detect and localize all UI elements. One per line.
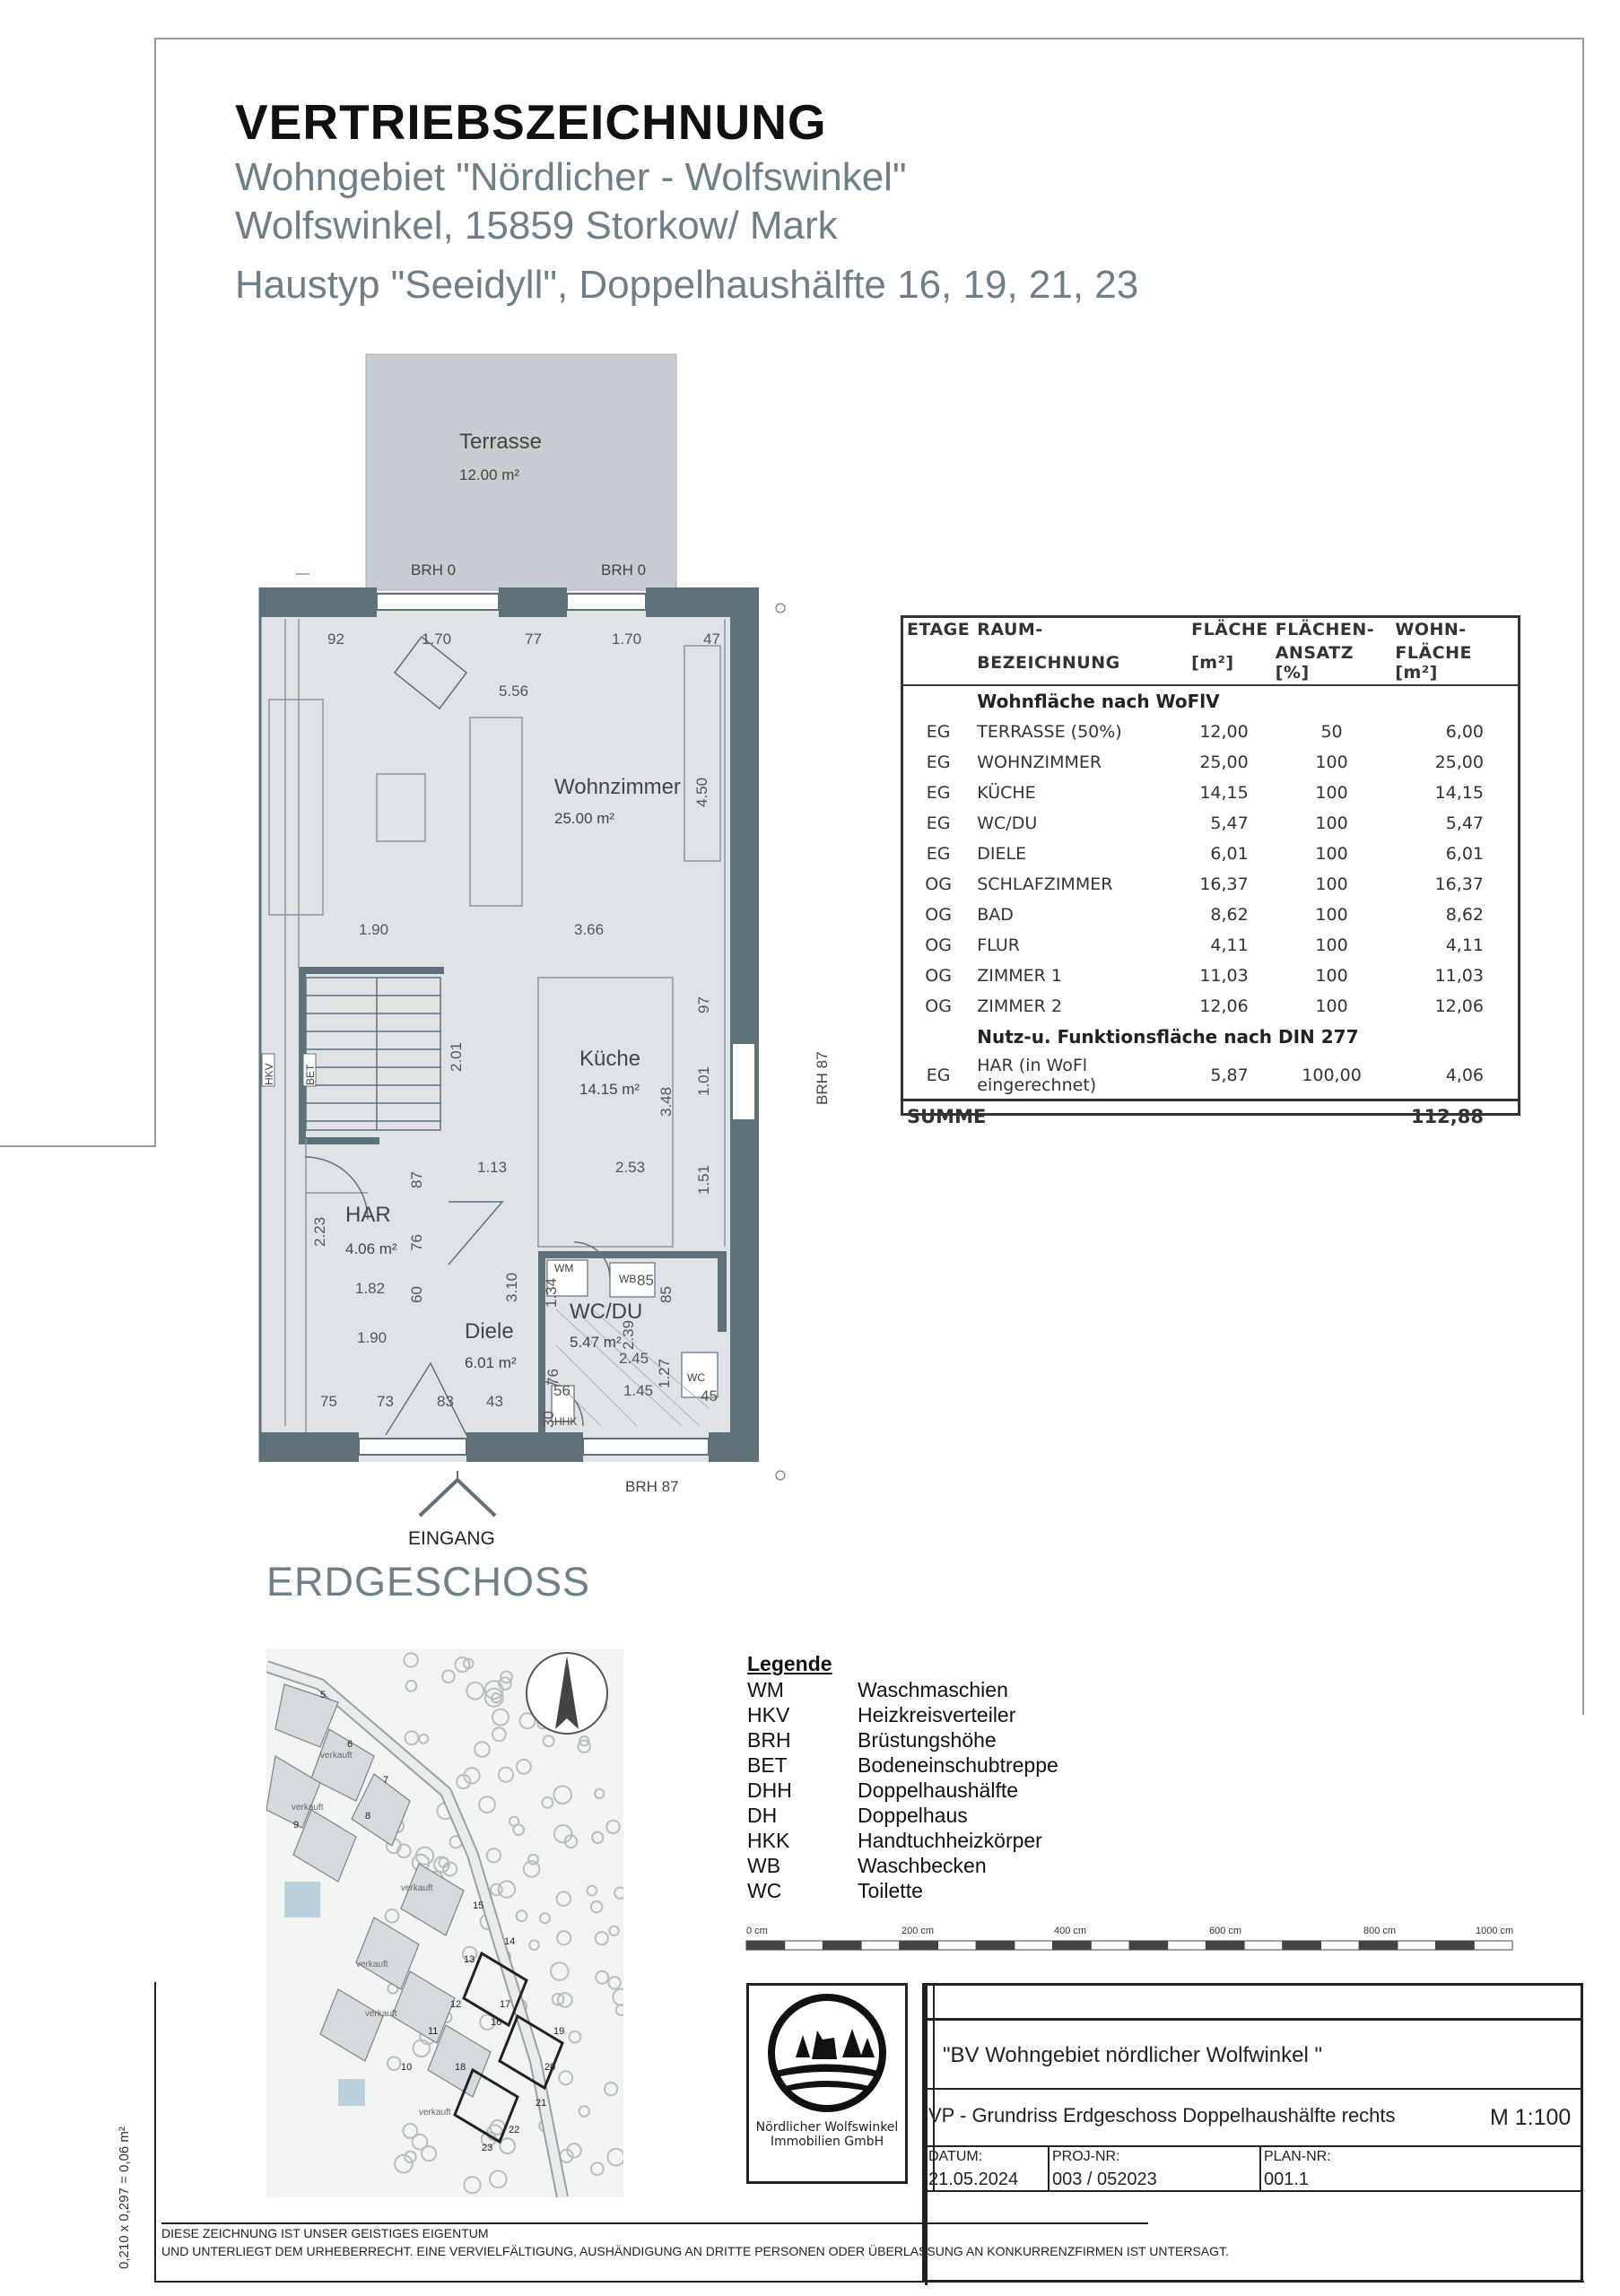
table-row	[903, 717, 1518, 747]
cell-wohn: 25,00	[1434, 752, 1484, 772]
svg-text:73: 73	[377, 1393, 394, 1410]
cell-raum: KÜCHE	[977, 783, 1036, 803]
table-row	[903, 930, 1518, 961]
lot-number: 12	[450, 1999, 462, 2010]
project-name: "BV Wohngebiet nördlicher Wolfwinkel "	[943, 2043, 1323, 2067]
label-hkv: HKV	[263, 1063, 275, 1085]
terrace-area	[366, 354, 676, 590]
room-wohnzimmer: Wohnzimmer	[554, 775, 681, 799]
scale-segment	[1206, 1941, 1244, 1950]
lot-number: 9	[293, 1820, 300, 1831]
cell-raum: BAD	[977, 905, 1014, 925]
table-row: EG HAR (in WoFl eingerechnet) 5,87 100,00 4,06	[926, 1056, 1484, 1095]
cell-flache: 8,62	[1210, 905, 1249, 925]
room-wcdu: WC/DU	[570, 1300, 643, 1324]
scale-segment	[976, 1941, 1015, 1950]
frame-left	[154, 38, 156, 1145]
scale-segment	[861, 1941, 900, 1950]
table-row	[903, 778, 1518, 808]
table-row	[903, 839, 1518, 869]
legend-text: Waschbecken	[858, 1854, 987, 1877]
legend-abbr: HKK	[747, 1829, 790, 1852]
cell-raum: DIELE	[977, 844, 1027, 864]
site-plan	[266, 1648, 623, 2197]
svg-text:verkauft: verkauft	[365, 2009, 397, 2019]
legend-abbr: WM	[747, 1678, 784, 1701]
cell-raum: TERRASSE (50%)	[977, 722, 1122, 742]
svg-text:5.56: 5.56	[499, 683, 529, 700]
cell-ansatz: 100	[1315, 813, 1348, 833]
svg-text:1.13: 1.13	[477, 1159, 508, 1176]
lot-number: 13	[464, 1954, 475, 1965]
svg-text:87: 87	[408, 1171, 425, 1188]
area-wohnzimmer: 25.00 m²	[554, 810, 615, 827]
lot-number: 5	[320, 1690, 327, 1700]
svg-text:45: 45	[701, 1387, 718, 1405]
svg-text:1.51: 1.51	[695, 1164, 712, 1195]
frame-top	[154, 38, 1584, 39]
scale-bar	[745, 1921, 1525, 1966]
svg-text:600 cm: 600 cm	[1209, 1926, 1242, 1936]
lot-number: 16	[491, 2017, 502, 2028]
legend-abbr: HKV	[747, 1703, 790, 1726]
svg-text:400 cm: 400 cm	[1054, 1926, 1087, 1936]
label-bet: BET	[304, 1064, 317, 1085]
cell-flache: 16,37	[1199, 874, 1249, 894]
scale-segment	[1359, 1941, 1398, 1950]
lot-number: 15	[473, 1900, 484, 1911]
cell-flache: 12,00	[1199, 722, 1249, 742]
project-number: 003 / 052023	[1052, 2170, 1157, 2189]
svg-text:verkauft: verkauft	[401, 1883, 433, 1893]
cell-ansatz: 100	[1315, 783, 1348, 803]
cell-ansatz: 100	[1315, 905, 1348, 925]
scale-segment	[746, 1941, 785, 1950]
area-terrasse: 12.00 m²	[459, 466, 520, 483]
svg-text:verkauft: verkauft	[356, 1960, 388, 1970]
svg-text:3.10: 3.10	[503, 1272, 520, 1302]
scale-segment	[1053, 1941, 1092, 1950]
frame-left-stub	[0, 1145, 156, 1147]
lot-number: 19	[553, 2026, 565, 2037]
svg-text:76: 76	[544, 1369, 562, 1386]
room-diele: Diele	[465, 1319, 514, 1344]
lot-number: 17	[500, 1999, 511, 2010]
svg-text:83: 83	[437, 1393, 454, 1410]
label-wc: WC	[687, 1371, 705, 1384]
table-row	[903, 900, 1518, 930]
cell-etage: EG	[926, 752, 951, 772]
table-row	[903, 869, 1518, 900]
subtitle-area: Wohngebiet "Nördlicher - Wolfswinkel"	[235, 155, 907, 199]
date-value: 21.05.2024	[928, 2170, 1019, 2189]
sum-row: SUMME 112,88	[903, 1100, 1518, 1133]
cell-wohn: 4,11	[1445, 935, 1484, 955]
svg-text:0 cm: 0 cm	[746, 1926, 768, 1936]
brh-top-left: BRH 0	[411, 561, 457, 578]
legend-abbr: DHH	[747, 1779, 792, 1802]
table-row	[903, 808, 1518, 839]
room-kueche: Küche	[579, 1047, 641, 1071]
svg-text:92: 92	[327, 631, 344, 648]
logo-line2: Immobilien GmbH	[770, 2135, 884, 2149]
scale-segment	[938, 1941, 977, 1950]
cell-flache: 14,15	[1199, 783, 1249, 803]
legend-text: Waschmaschien	[858, 1678, 1008, 1701]
legend-item	[747, 1753, 1058, 1779]
cell-flache: 25,00	[1199, 752, 1249, 772]
page-title: VERTRIEBSZEICHNUNG	[235, 94, 827, 150]
lot-number: 18	[455, 2062, 466, 2073]
svg-text:1.70: 1.70	[612, 631, 642, 648]
cell-flache: 5,47	[1210, 813, 1249, 833]
svg-text:85: 85	[658, 1286, 675, 1303]
lot-number: 20	[544, 2062, 556, 2073]
cell-wohn: 5,47	[1445, 813, 1484, 833]
entrance-label: EINGANG	[408, 1528, 495, 1549]
svg-text:2.45: 2.45	[619, 1350, 649, 1367]
legend-title: Legende	[747, 1652, 832, 1675]
svg-text:97: 97	[695, 996, 712, 1013]
legend	[747, 1652, 1058, 1904]
drawing-name: VP - Grundriss Erdgeschoss Doppelhaushälfte rechts	[928, 2104, 1396, 2126]
title-block: "BV Wohngebiet nördlicher Wolfwinkel " VP - Grundriss Erdgeschoss Doppelhaushälfte rechts M 1:100 DATUM: 21.05.2024 PROJ-NR: 003 / 052023 PLAN-NR: 001.1	[922, 1983, 1583, 2283]
area-kueche: 14.15 m²	[579, 1081, 640, 1098]
svg-text:1000 cm: 1000 cm	[1476, 1926, 1514, 1936]
floor-plan	[242, 345, 834, 1583]
legend-text: Doppelhaushälfte	[858, 1779, 1019, 1802]
cell-ansatz: 100	[1315, 844, 1348, 864]
scale-segment	[1168, 1941, 1206, 1950]
lot-number: 10	[401, 2062, 413, 2073]
svg-text:800 cm: 800 cm	[1363, 1926, 1397, 1936]
scale-segment	[1091, 1941, 1129, 1950]
legend-abbr: BRH	[747, 1728, 791, 1752]
lot-number: 23	[482, 2143, 493, 2153]
lot-number: 22	[509, 2125, 520, 2135]
scale-segment	[1129, 1941, 1168, 1950]
svg-text:1.27: 1.27	[656, 1358, 673, 1388]
copyright-line2: UND UNTERLIEGT DEM URHEBERRECHT. EINE VERVIELFÄLTIGUNG, AUSHÄNDIGUNG AN DRITTE PERSONEN ODER ÜBERLASSUNG AN KONKURRENZFIRMEN IST UNTERSAGT.	[161, 2244, 1229, 2258]
legend-text: Toilette	[858, 1879, 923, 1902]
svg-text:1.01: 1.01	[695, 1065, 712, 1096]
cell-ansatz: 100	[1315, 966, 1348, 986]
scale-segment	[823, 1941, 861, 1950]
cell-wohn: 11,03	[1434, 966, 1484, 986]
cell-wohn: 6,00	[1445, 722, 1484, 742]
cell-etage: EG	[926, 813, 951, 833]
legend-text: Handtuchheizkörper	[858, 1829, 1042, 1852]
north-arrow-icon	[527, 1653, 607, 1734]
legend-item	[747, 1879, 1058, 1904]
svg-text:77: 77	[525, 631, 542, 648]
svg-text:3.48: 3.48	[658, 1086, 675, 1117]
cell-ansatz: 100	[1315, 935, 1348, 955]
lot-number: 7	[383, 1775, 389, 1786]
cell-etage: OG	[925, 874, 952, 894]
svg-text:verkauft: verkauft	[292, 1803, 324, 1813]
logo-line1: Nördlicher Wolfswinkel	[755, 2120, 899, 2135]
room-terrasse: Terrasse	[459, 430, 543, 454]
legend-text: Bodeneinschubtreppe	[858, 1753, 1058, 1777]
cell-flache: 12,06	[1199, 996, 1249, 1016]
legend-text: Doppelhaus	[858, 1804, 968, 1827]
subtitle-housetype: Haustyp "Seeidyll", Doppelhaushälfte 16, 19, 21, 23	[235, 263, 1139, 307]
legend-abbr: WB	[747, 1854, 781, 1877]
scale-segment	[1015, 1941, 1053, 1950]
svg-text:60: 60	[408, 1286, 425, 1303]
scale-segment	[1244, 1941, 1283, 1950]
cell-raum: SCHLAFZIMMER	[977, 874, 1113, 894]
legend-item	[747, 1703, 1058, 1728]
cell-raum: FLUR	[977, 935, 1020, 955]
svg-text:1.90: 1.90	[357, 1329, 388, 1346]
svg-text:3.66: 3.66	[574, 921, 605, 938]
svg-text:76: 76	[408, 1234, 425, 1251]
lot-number: 21	[536, 2098, 547, 2109]
cell-raum: WC/DU	[977, 813, 1038, 833]
svg-text:1.34: 1.34	[543, 1277, 560, 1308]
cell-wohn: 16,37	[1434, 874, 1484, 894]
svg-text:30: 30	[540, 1411, 557, 1428]
scale-segment	[1283, 1941, 1321, 1950]
table-row	[903, 961, 1518, 991]
svg-text:56: 56	[553, 1382, 570, 1399]
scale-segment	[1474, 1941, 1512, 1950]
plan-number: 001.1	[1264, 2170, 1310, 2189]
scale-segment	[1398, 1941, 1436, 1950]
label-hhk: HHK	[554, 1415, 578, 1428]
cell-flache: 4,11	[1210, 935, 1249, 955]
cell-ansatz: 100	[1315, 752, 1348, 772]
svg-text:1.82: 1.82	[355, 1280, 386, 1297]
cell-etage: OG	[925, 996, 952, 1016]
section-wohnflaeche: Wohnfläche nach WoFlV	[977, 691, 1220, 712]
svg-text:2.23: 2.23	[311, 1216, 328, 1247]
lot-number: 11	[428, 2026, 439, 2037]
svg-text:85: 85	[637, 1272, 654, 1289]
cell-raum: ZIMMER 1	[977, 966, 1062, 986]
svg-text:1.45: 1.45	[623, 1382, 654, 1399]
cell-ansatz: 100	[1315, 996, 1348, 1016]
frame-right	[1582, 38, 1584, 1715]
sold-label: verkauft	[320, 1751, 353, 1761]
cell-etage: OG	[925, 905, 952, 925]
legend-item	[747, 1804, 1058, 1829]
brh-bottom: BRH 87	[625, 1478, 679, 1495]
svg-text:4.50: 4.50	[693, 777, 710, 807]
cell-ansatz: 100	[1315, 874, 1348, 894]
area-har: 4.06 m²	[345, 1240, 397, 1257]
drawing-scale: M 1:100	[1490, 2105, 1572, 2130]
legend-item	[747, 1779, 1058, 1804]
area-table: ETAGE RAUM- FLÄCHE FLÄCHEN- WOHN- BEZEICHNUNG [m²] ANSATZ [%] FLÄCHE [m²] Wohnfläche nach WoFlV EG TERRASSE (50%) 12,00 50 6,00 EG WOHNZIMMER 25,00 100 25,00 EG KÜCHE 14,15 100 14,15 EG WC/DU 5,47 100 5,47 EG DIELE 6,01 100 6,01 OG SCHLAFZIMMER 16,37 100 16,37 OG BAD 8,62 100 8,62 OG FLUR 4,11 100 4,11 OG ZIMMER 1 11,03 100 11,03 OG ZIMMER 2 12,06 100 12,06 Nutz-u. Funktionsfläche nach DIN 277 EG HAR (in WoFl eingerechnet) 5,87 100,00 4,06 SUMME 112,88	[901, 615, 1520, 1116]
legend-text: Heizkreisverteiler	[858, 1703, 1016, 1726]
cell-flache: 11,03	[1199, 966, 1249, 986]
paper-size: 0,210 x 0,297 = 0,06 m²	[117, 2126, 132, 2269]
svg-text:verkauft: verkauft	[419, 2108, 451, 2118]
copyright-line1: DIESE ZEICHNUNG IST UNSER GEISTIGES EIGENTUM	[161, 2226, 489, 2240]
cell-wohn: 14,15	[1434, 783, 1484, 803]
lot-number: 14	[504, 1936, 516, 1947]
logo-box	[746, 1983, 908, 2184]
legend-text: Brüstungshöhe	[858, 1728, 997, 1752]
frame-left-lower	[154, 1982, 156, 2283]
legend-abbr: BET	[747, 1753, 788, 1777]
cell-raum: ZIMMER 2	[977, 996, 1062, 1016]
scale-segment	[1321, 1941, 1360, 1950]
room-har: HAR	[345, 1203, 391, 1227]
lot-number: 8	[365, 1811, 371, 1822]
label-wm: WM	[554, 1262, 574, 1274]
legend-item	[747, 1829, 1058, 1854]
svg-text:2.01: 2.01	[448, 1041, 465, 1072]
subtitle-address: Wolfswinkel, 15859 Storkow/ Mark	[235, 204, 838, 248]
section-nutzflaeche: Nutz-u. Funktionsfläche nach DIN 277	[977, 1026, 1359, 1048]
cell-wohn: 6,01	[1445, 844, 1484, 864]
legend-abbr: WC	[747, 1879, 782, 1902]
svg-text:43: 43	[486, 1393, 503, 1410]
area-diele: 6.01 m²	[465, 1354, 517, 1371]
entrance-arrow	[420, 1480, 495, 1516]
table-row	[903, 747, 1518, 778]
table-row	[903, 991, 1518, 1022]
cell-etage: OG	[925, 966, 952, 986]
svg-text:47: 47	[703, 631, 720, 648]
floor-name: ERDGESCHOSS	[266, 1559, 591, 1605]
legend-item	[747, 1854, 1058, 1879]
lot-number: 6	[347, 1739, 353, 1750]
cell-etage: EG	[926, 844, 951, 864]
brh-top-right: BRH 0	[601, 561, 647, 578]
svg-text:200 cm: 200 cm	[901, 1926, 935, 1936]
cell-wohn: 8,62	[1445, 905, 1484, 925]
cell-ansatz: 50	[1320, 722, 1343, 742]
cell-etage: OG	[925, 935, 952, 955]
svg-text:75: 75	[320, 1393, 337, 1410]
scale-segment	[1436, 1941, 1475, 1950]
cell-raum: WOHNZIMMER	[977, 752, 1102, 772]
area-wcdu: 5.47 m²	[570, 1334, 622, 1351]
legend-item	[747, 1728, 1058, 1753]
cell-etage: EG	[926, 722, 951, 742]
svg-text:1.70: 1.70	[422, 631, 452, 648]
scale-segment	[785, 1941, 823, 1950]
wolf-logo-icon	[749, 1986, 905, 2120]
legend-abbr: DH	[747, 1804, 778, 1827]
svg-text:2.53: 2.53	[615, 1159, 646, 1176]
scale-segment	[900, 1941, 938, 1950]
brh-right: BRH 87	[814, 1051, 831, 1105]
cell-flache: 6,01	[1210, 844, 1249, 864]
cell-etage: EG	[926, 783, 951, 803]
legend-item	[747, 1678, 1058, 1703]
svg-text:1.90: 1.90	[359, 921, 389, 938]
svg-text:2.39: 2.39	[620, 1319, 637, 1350]
label-wb: WB	[619, 1273, 637, 1285]
cell-wohn: 12,06	[1434, 996, 1484, 1016]
